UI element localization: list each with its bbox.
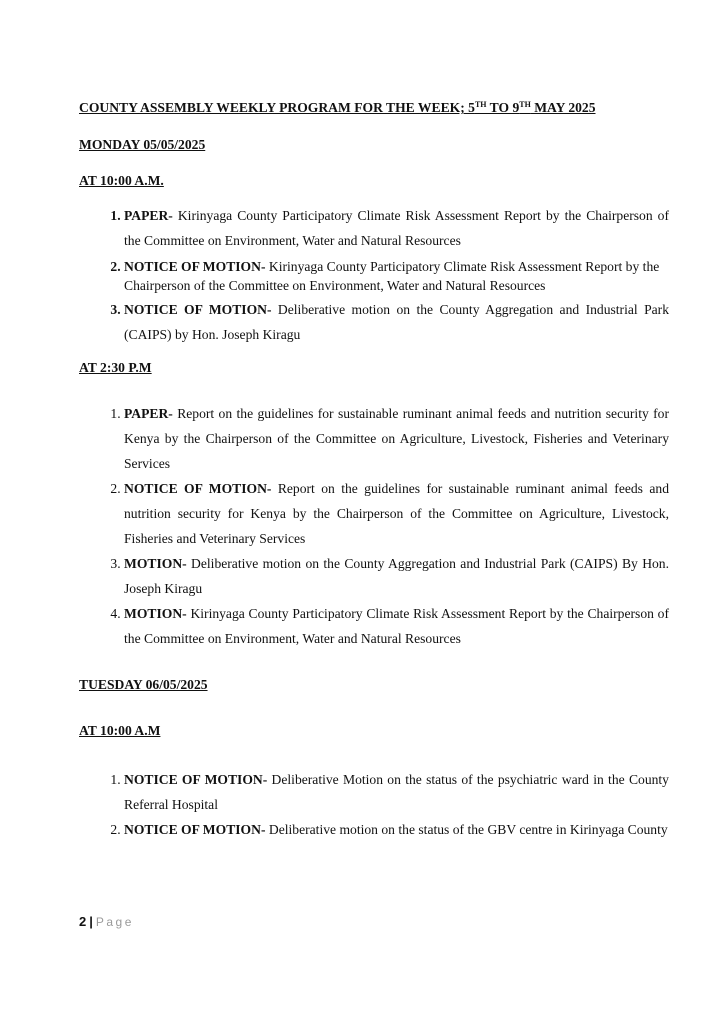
tuesday-morning-time: AT 10:00 A.M [79, 723, 161, 738]
document-title: COUNTY ASSEMBLY WEEKLY PROGRAM FOR THE WEEK; 5TH TO 9TH MAY 2025 [79, 100, 596, 115]
footer-separator: | [89, 914, 93, 929]
list-item: 1. PAPER- Kirinyaga County Participatory Climate Risk Assessment Report by the Chairperson of the Committee on Environment, Water and Natural Resources [124, 203, 669, 253]
page-footer [79, 914, 134, 929]
monday-morning-time: AT 10:00 A.M. [79, 173, 164, 188]
list-item: 2. NOTICE OF MOTION- Deliberative motion on the status of the GBV centre in Kirinyaga County [124, 817, 669, 842]
list-item: 2. NOTICE OF MOTION- Kirinyaga County Participatory Climate Risk Assessment Report by the Chairperson of the Committee on Environment, Water and Natural Resources [124, 253, 669, 295]
list-item: 3. MOTION- Deliberative motion on the County Aggregation and Industrial Park (CAIPS) By Hon. Joseph Kiragu [124, 551, 669, 601]
list-item: 1. NOTICE OF MOTION- Deliberative Motion on the status of the psychiatric ward in the County Referral Hospital [124, 767, 669, 817]
monday-afternoon-list [90, 401, 669, 651]
monday-heading: MONDAY 05/05/2025 [79, 137, 206, 152]
tuesday-morning-list [90, 767, 669, 842]
list-item: 1. PAPER- Report on the guidelines for sustainable ruminant animal feeds and nutrition security for Kenya by the Chairperson of the Committee on Agriculture, Livestock, Fisheries and Veterinary Services [124, 401, 669, 476]
tuesday-heading: TUESDAY 06/05/2025 [79, 677, 208, 692]
monday-afternoon-time: AT 2:30 P.M [79, 360, 152, 375]
list-item: 3. NOTICE OF MOTION- Deliberative motion on the County Aggregation and Industrial Park (CAIPS) by Hon. Joseph Kiragu [124, 295, 669, 347]
list-item: 2. NOTICE OF MOTION- Report on the guidelines for sustainable ruminant animal feeds and nutrition security for Kenya by the Chairperson of the Committee on Agriculture, Livestock, Fisheries and Veterinary Services [124, 476, 669, 551]
page-label: Page [95, 915, 134, 929]
monday-morning-list [90, 203, 669, 347]
list-item: 4. MOTION- Kirinyaga County Participatory Climate Risk Assessment Report by the Chairperson of the Committee on Environment, Water and Natural Resources [124, 601, 669, 651]
page-number: 2 [79, 914, 87, 929]
